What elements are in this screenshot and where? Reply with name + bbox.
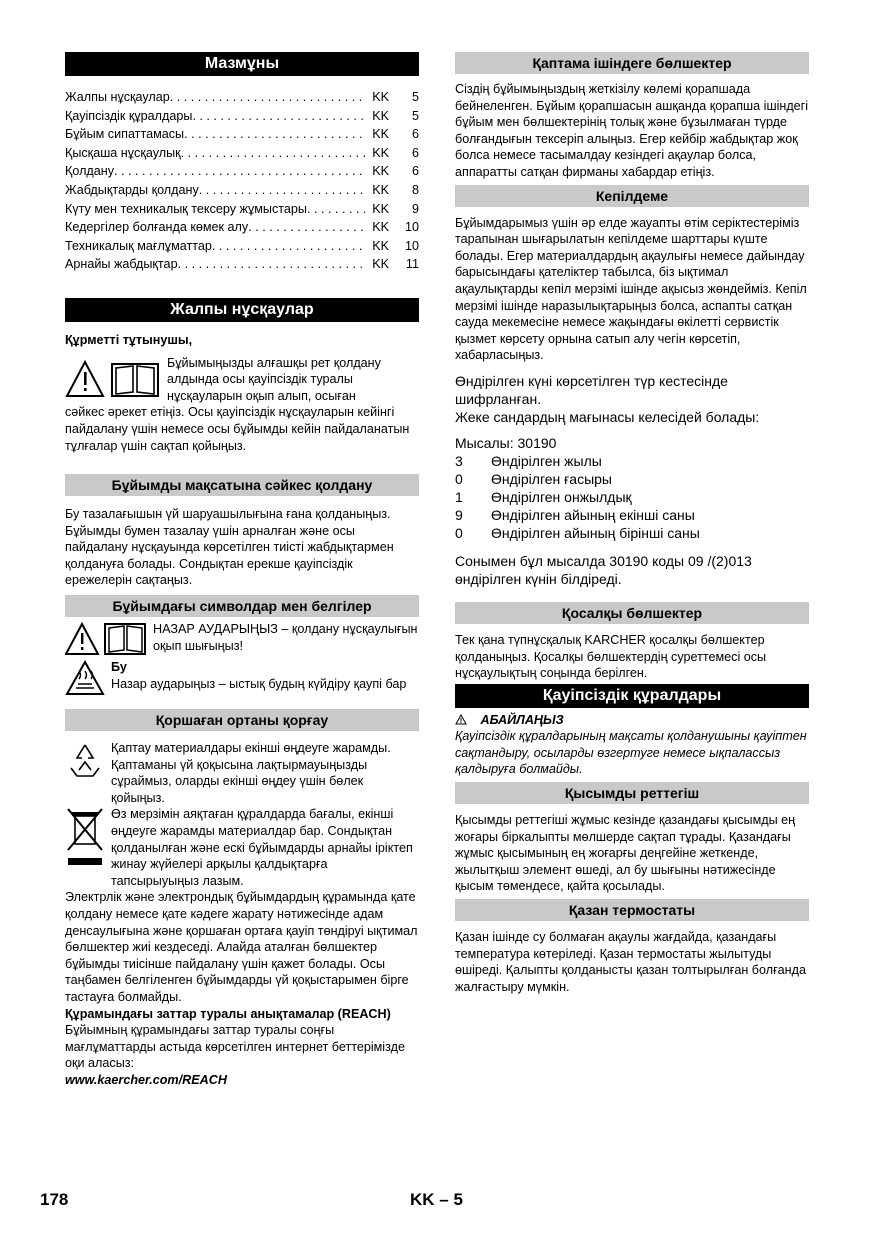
toc-entry-title: Кедергілер болғанда көмек алу — [65, 220, 249, 235]
toc-entry-page: 10 — [404, 220, 419, 235]
spare-parts-heading: Қосалқы бөлшектер — [455, 602, 809, 624]
symbols-attention-text: НАЗАР АУДАРЫҢЫЗ – қолдану нұсқаулығын оқып шығыңыз! — [153, 622, 418, 653]
warning-manual-icon — [65, 359, 165, 399]
toc-entry-lang: KK — [372, 182, 389, 197]
symbols-steam-block — [111, 659, 419, 697]
code-meaning: Өндірілген жылы — [491, 452, 602, 469]
page-number: 178 — [40, 1190, 69, 1209]
left-column — [65, 52, 419, 1089]
digits-text: Жеке сандардың мағынасы келесідей болады: — [455, 408, 760, 425]
toc-leader-dots — [199, 181, 365, 200]
toc-entry-lang: KK — [372, 127, 389, 142]
purpose-text: Бу тазалағышын үй шаруашылығына ғана қолданыңыз. Бұйымды бумен тазалау үшін арналған және осы пайдалану нұсқауында көрсетілген тиісті жабдықтармен қолдануға болады. Сондықтан ерекше қауіпсіздік ережелерін сақтаңыз. — [65, 507, 394, 588]
steam-text: Назар аударыңыз – ыстық будың күйдіру қаупі бар — [111, 676, 407, 691]
crossed-bin-icon — [65, 806, 105, 868]
env-text-1: Қаптау материалдары екінші өңдеуге жарамды. Қаптаманы үй қоқысына лақтырмауыңызды сұраймыз, оларды екінші өңдеу үшін бөлек қойыңыз. — [111, 741, 391, 805]
code-row — [455, 452, 809, 470]
toc-entry-lang: KK — [372, 257, 389, 272]
symbols-heading: Бұйымдағы символдар мен белгілер — [65, 595, 419, 617]
steam-icon-wrap — [65, 659, 111, 697]
toc-entry-title: Жалпы нұсқаулар — [65, 90, 170, 104]
purpose-heading: Бұйымды мақсатына сәйкес қолдану — [65, 474, 419, 496]
warranty-heading: Кепілдеме — [455, 185, 809, 207]
toc-leader-dots — [178, 255, 365, 274]
code-meaning: Өндірілген ғасыры — [491, 470, 612, 487]
example-result: Сонымен бұл мысалда 30190 коды 09 /(2)013 өндірілген күнін білдіреді. — [455, 552, 752, 587]
env-weee — [65, 806, 419, 889]
toc-leader-dots — [181, 144, 365, 163]
reach-text: Бұйымның құрамындағы заттар туралы соңғы мағлұматтарды астыда көрсетілген интернет беттерімізде оқи аласыз: — [65, 1023, 405, 1071]
toc-entry[interactable] — [65, 162, 419, 181]
toc-entry-page: 9 — [411, 201, 419, 216]
general-intro — [65, 355, 419, 405]
recycle-icon-wrap — [65, 740, 111, 806]
toc-entry-title: Қысқаша нұсқаулық — [65, 145, 181, 160]
boiler-thermostat-heading: Қазан термостаты — [455, 899, 809, 921]
toc-entry-lang: KK — [372, 164, 389, 179]
toc-entry-page: 8 — [411, 182, 419, 197]
code-meaning: Өндірілген айының екінші саны — [491, 506, 695, 523]
toc-leader-dots — [212, 237, 365, 256]
general-text-rest: сәйкес әрекет етіңіз. Осы қауіпсіздік нұсқауларын кейінгі пайдалану үшін немесе осы бұйымды кейін пайдаланатын тұлғалар үшін сақтап қойыңыз. — [65, 405, 410, 453]
right-column — [455, 52, 809, 995]
code-row — [455, 470, 809, 488]
toc-entry-page: 6 — [411, 127, 419, 142]
toc-leader-dots — [307, 200, 365, 219]
toc-entry[interactable] — [65, 237, 419, 256]
symbols-steam — [65, 659, 419, 697]
steam-label: Бу — [111, 660, 127, 675]
code-digit: 3 — [455, 452, 463, 469]
toc-entry-lang: KK — [372, 90, 389, 104]
code-row — [455, 488, 809, 506]
toc-entry-title: Қауіпсіздік құралдары — [65, 108, 193, 123]
code-row — [455, 506, 809, 524]
reach-heading: Құрамындағы заттар туралы анықтамалар (REACH) — [65, 1006, 391, 1021]
code-digit: 0 — [455, 524, 463, 541]
caution-text: Қауіпсіздік құралдарының мақсаты қолданушыны қауіптен сақтандыру, осыларды өзгертуге немесе ықпалассыз қалдыруға болмайды. — [455, 729, 807, 777]
code-row — [455, 524, 809, 542]
toc-leader-dots — [114, 162, 365, 181]
section-label: KK – 5 — [410, 1190, 463, 1209]
warning-icon — [455, 714, 467, 725]
code-digit: 9 — [455, 506, 463, 523]
toc-entry-page: 5 — [411, 90, 419, 104]
code-digit: 0 — [455, 470, 463, 487]
toc-entry-page: 6 — [411, 145, 419, 160]
toc-entry[interactable] — [65, 181, 419, 200]
caution-line — [455, 712, 809, 729]
toc-entry-title: Техникалық мағлұматтар — [65, 238, 212, 253]
toc-entry[interactable] — [65, 107, 419, 126]
table-of-contents — [65, 88, 419, 274]
toc-entry-page: 11 — [405, 257, 419, 272]
toc-entry-lang: KK — [372, 201, 389, 216]
warranty-text: Бұйымдарымыз үшін әр елде жауапты өтім серіктестеріміз тарапынан шығарылатын кепілдеме шарттары күште болады. Егер материалдардың ақаулығы немесе дайындау барысындағы қателіктер табылса, біз ықтимал ақаулықтарды кепіл мерзімі ішінде ақысыз жөндейміз. Кепіл мерзімі ішінде наразылықтарыңыз болса, аспапты сатқан сауда мекемесіне немесе жақындағы өкілетті сервистік қызмет көрсету орнына сатып алу чегін көрсетіп, хабарласыңыз. — [455, 215, 807, 363]
toc-entry[interactable] — [65, 255, 419, 274]
toc-entry-lang: KK — [372, 238, 389, 253]
package-text: Сіздің бұйымыңыздың жеткізілу көлемі қорапшада бейнеленген. Бұйым қорапшасын ашқанда қорапша ішіндегі бұйым мен бөлшектерінің толық және бұзылмаған түрде болғандығын тексеріп алыңыз. Егер кейбір жабдықтар жоқ болса немесе тасымалдау кезіндегі ақаулар болса, аппаратты сатқан фирманы хабардар етіңіз. — [455, 82, 809, 179]
toc-leader-dots — [170, 88, 365, 107]
toc-entry[interactable] — [65, 218, 419, 237]
toc-entry-title: Арнайы жабдықтар — [65, 257, 178, 272]
pressure-regulator-heading: Қысымды реттегіш — [455, 782, 809, 804]
toc-entry-page: 5 — [411, 108, 419, 123]
toc-entry[interactable] — [65, 144, 419, 163]
env-recycle — [65, 740, 419, 806]
general-heading: Жалпы нұсқаулар — [65, 298, 419, 322]
environment-heading: Қоршаған ортаны қорғау — [65, 709, 419, 731]
toc-entry-title: Бұйым сипаттамасы — [65, 127, 185, 142]
symbols-attention — [65, 621, 419, 657]
toc-entry[interactable] — [65, 200, 419, 219]
hot-steam-icon — [65, 659, 105, 697]
pressure-regulator-text: Қысымды реттегіші жұмыс кезінде қазандағы қысымды ең жоғары біркалыпты мөлшерде сақтап тұрады. Қазандағы жұмыс қысымының ең жоғарғы деңгейіне жеткенде, жылытқыш элемент өшеді, ал бу шығыны нәтижесінде қысым төмендесе, қайта қосылады. — [455, 813, 796, 894]
env-text-3: Электрлік және электрондық бұйымдардың құрамында қате қолдану немесе қате кәдеге жарату нәтижесінде адам денсаулығына және қоршаған ортаға қауіп төндіруі ықтимал бөлшектер жиі кездеседі. Алайда аталған бөлшектер бұйымды тиісінше пайдалану үшін қажет болады. Осы таңбамен белгіленген бұйымдарды үй қоқыстарымен бірге тастауға болмайды. — [65, 890, 418, 1004]
package-heading: Қаптама ішіндеге бөлшектер — [455, 52, 809, 74]
env-text-2: Өз мерзімін аяқтаған құралдарда бағалы, екінші өңдеуге жарамды материалдар бар. Сондықтан қолданылған және ескі бұйымдарды арнайы іріктеп жинау жүйелері арқылы қалдықтарға тапсырыуыңыз лазым. — [111, 807, 413, 888]
code-list — [455, 452, 809, 542]
toc-leader-dots — [192, 107, 365, 126]
toc-entry-lang: KK — [372, 108, 389, 123]
boiler-thermostat-text: Қазан ішінде су болмаған ақаулы жағдайда, қазандағы температура көтеріледі. Қазан термостаты жылытуды өшіреді. Қалыпты қолданысты қазан толтырылған болғанда жалғастыру мүмкін. — [455, 930, 806, 994]
general-text-side: Бұйымыңызды алғашқы рет қолдану алдында осы қауіпсіздік туралы нұсқауларын оқып алып, осыған — [167, 355, 381, 403]
code-meaning: Өндірілген айының бірінші саны — [491, 524, 700, 541]
safety-heading: Қауіпсіздік құралдары — [455, 684, 809, 708]
toc-leader-dots — [184, 125, 365, 144]
toc-entry-title: Жабдықтарды қолдану — [65, 182, 199, 197]
toc-heading: Мазмұны — [65, 52, 419, 76]
toc-entry-lang: KK — [372, 145, 389, 160]
caution-label: АБАЙЛАҢЫЗ — [480, 712, 564, 727]
toc-entry-lang: KK — [372, 220, 389, 235]
toc-entry-page: 10 — [404, 238, 419, 253]
code-meaning: Өндірілген онжылдық — [491, 488, 632, 505]
toc-entry[interactable] — [65, 125, 419, 144]
example-label: Мысалы: 30190 — [455, 434, 557, 451]
warning-manual-icon — [65, 621, 149, 657]
production-date-text: Өндірілген күні көрсетілген түр кестесінде шифрланған. — [455, 372, 728, 407]
toc-entry-title: Күту мен техникалық тексеру жұмыстары — [65, 201, 307, 216]
toc-entry[interactable] — [65, 88, 419, 107]
reach-link[interactable]: www.kaercher.com/REACH — [65, 1072, 227, 1087]
toc-entry-page: 6 — [411, 164, 419, 179]
toc-entry-title: Қолдану — [65, 164, 115, 179]
code-digit: 1 — [455, 488, 463, 505]
weee-icon-wrap — [65, 806, 111, 889]
greeting: Құрметті тұтынушы, — [65, 332, 193, 347]
toc-leader-dots — [248, 218, 365, 237]
symbols-icons — [65, 621, 153, 657]
spare-parts-text: Тек қана түпнұсқалық KARCHER қосалқы бөлшектер қолданыңыз. Қосалқы бөлшектердің суреттемесі осы нұсқаулықтың соңында берілген. — [455, 632, 767, 681]
recycle-icon — [65, 740, 105, 780]
general-icons — [65, 355, 167, 405]
